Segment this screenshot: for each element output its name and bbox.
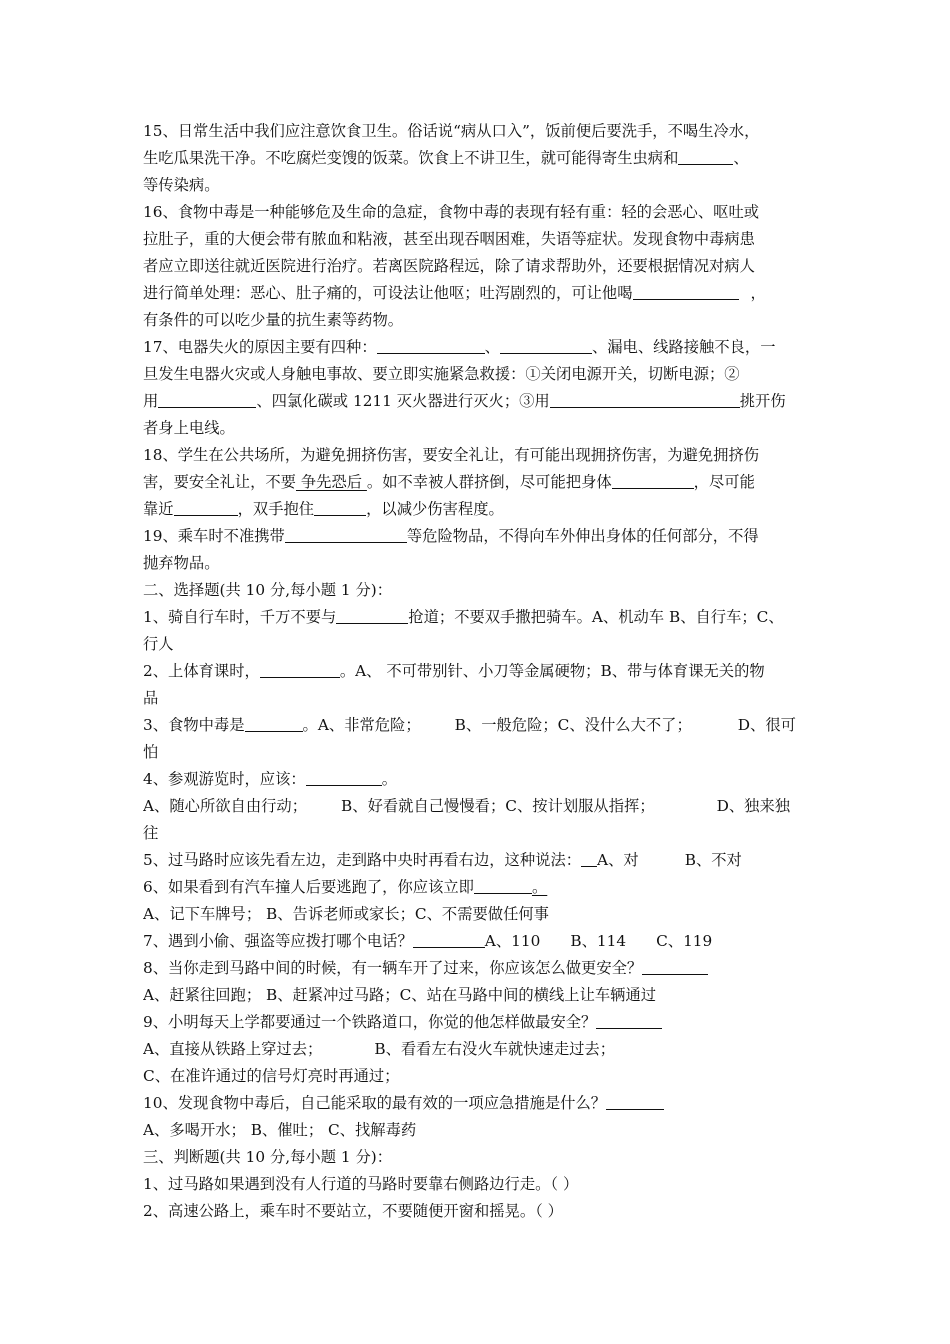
answer-blank[interactable]	[678, 148, 733, 165]
q16-line-2: 拉肚子，重的大便会带有脓血和粘液，甚至出现吞咽困难，失语等症状。发现食物中毒病患	[143, 230, 755, 248]
q17-line-4: 者身上电线。	[143, 419, 235, 437]
c3-line-2: 怕	[143, 743, 159, 761]
c1-line-1: 1、骑自行车时，千万不要与 抢道；不要双手撒把骑车。A、机动车 B、自行车；C、	[143, 608, 784, 626]
q15-line-2: 生吃瓜果洗干净。不吃腐烂变馊的饭菜。饮食上不讲卫生，就可能得寄生虫病和 、	[143, 149, 749, 167]
answer-blank[interactable]	[633, 283, 739, 300]
q16-line-4: 进行简单处理：恶心、肚子痛的，可设法让他呕；吐泻剧烈的，可让他喝 ，	[143, 284, 766, 302]
c4-line-2: A、随心所欲自由行动； B、好看就自己慢慢看；C、按计划服从指挥； D、独来独	[143, 797, 791, 815]
answer-blank[interactable]	[581, 850, 597, 867]
c2-line-1: 2、上体育课时， 。A、 不可带别针、小刀等金属硬物；B、带与体育课无关的物	[143, 662, 765, 680]
c7-line-1: 7、遇到小偷、强盗等应拨打哪个电话？ A、110 B、114 C、119	[143, 932, 713, 950]
answer-blank[interactable]	[500, 337, 592, 354]
q17-line-2: 旦发生电器火灾或人身触电事故、要立即实施紧急救援：①关闭电源开关，切断电源；②	[143, 365, 740, 383]
q15-line-1: 15、日常生活中我们应注意饮食卫生。俗话说“病从口入”，饭前便后要洗手，不喝生冷水，	[143, 122, 760, 140]
answer-blank[interactable]	[606, 1093, 664, 1110]
filled-answer: 争先恐后	[295, 473, 367, 491]
q18-line-1: 18、学生在公共场所，为避免拥挤伤害，要安全礼让，有可能出现拥挤伤害，为避免拥挤伤	[143, 446, 760, 464]
c10-line-1: 10、发现食物中毒后，自己能采取的最有效的一项应急措施是什么？	[143, 1090, 813, 1117]
section-judge-title: 三、判断题(共 10 分,每小题 1 分)：	[143, 1148, 393, 1166]
j1-line: 1、过马路如果遇到没有人行道的马路时要靠右侧路边行走。（ ）	[143, 1175, 579, 1193]
c3-line-1: 3、食物中毒是 。A、非常危险； B、一般危险；C、没什么大不了； D、很可	[143, 716, 796, 734]
c5-line-1: 5、过马路时应该先看左边，走到路中央时再看右边，这种说法： A、对 B、不对	[143, 851, 742, 869]
answer-blank[interactable]	[158, 391, 256, 408]
c10-line-2: A、多喝开水； B、催吐； C、找解毒药	[143, 1121, 417, 1139]
section-choice-title: 二、选择题(共 10 分,每小题 1 分)：	[143, 581, 393, 599]
answer-blank[interactable]	[174, 499, 238, 516]
answer-blank[interactable]	[474, 877, 532, 894]
answer-blank[interactable]	[306, 769, 382, 786]
q19-line-2: 抛弃物品。	[143, 554, 220, 572]
c9-line-1: 9、小明每天上学都要通过一个铁路道口，你觉的他怎样做最安全？	[143, 1009, 813, 1036]
exam-page	[143, 118, 813, 1225]
q16-line-5: 有条件的可以吃少量的抗生素等药物。	[143, 311, 404, 329]
c4-line-3: 往	[143, 824, 159, 842]
c8-line-2: A、赶紧往回跑； B、赶紧冲过马路；C、站在马路中间的横线上让车辆通过	[143, 986, 657, 1004]
c9-line-3: C、在准许通过的信号灯亮时再通过；	[143, 1067, 400, 1085]
q16-line-1: 16、食物中毒是一种能够危及生命的急症，食物中毒的表现有轻有重：轻的会恶心、呕吐或	[143, 203, 760, 221]
answer-blank[interactable]	[612, 472, 694, 489]
q17-line-1: 17、电器失火的原因主要有四种： 、 、漏电、线路接触不良，一	[143, 338, 776, 356]
answer-blank[interactable]	[245, 715, 303, 732]
q15-line-3: 等传染病。	[143, 176, 220, 194]
j2-line: 2、高速公路上，乘车时不要站立，不要随便开窗和摇晃。（ ）	[143, 1202, 563, 1220]
c8-line-1: 8、当你走到马路中间的时候，有一辆车开了过来，你应该怎么做更安全？	[143, 955, 813, 982]
answer-blank[interactable]	[260, 661, 340, 678]
c4-line-1: 4、参观游览时，应该： 。	[143, 770, 398, 788]
answer-blank[interactable]	[642, 958, 708, 975]
answer-blank[interactable]	[550, 391, 740, 408]
q19-line-1: 19、乘车时不准携带 等危险物品，不得向车外伸出身体的任何部分，不得	[143, 527, 759, 545]
answer-blank[interactable]	[336, 607, 408, 624]
c9-line-2: A、直接从铁路上穿过去； B、看看左右没火车就快速走过去；	[143, 1040, 616, 1058]
q16-line-3: 者应立即送往就近医院进行治疗。若离医院路程远，除了请求帮助外，还要根据情况对病人	[143, 257, 755, 275]
c2-line-2: 品	[143, 689, 159, 707]
c6-line-2: A、记下车牌号； B、告诉老师或家长；C、不需要做任何事	[143, 905, 549, 923]
answer-blank[interactable]	[285, 526, 407, 543]
c6-line-1: 6、如果看到有汽车撞人后要逃跑了，你应该立即 。	[143, 878, 548, 896]
c1-line-2: 行人	[143, 635, 174, 653]
answer-blank[interactable]	[377, 337, 485, 354]
answer-blank[interactable]	[596, 1012, 662, 1029]
answer-blank[interactable]	[314, 499, 366, 516]
answer-blank[interactable]	[413, 931, 485, 948]
q18-line-3: 靠近 ，双手抱住 ，以减少伤害程度。	[143, 500, 504, 518]
q17-line-3: 用 、四氯化碳或 1211 灭火器进行灭火；③用 挑开伤	[143, 392, 786, 410]
q18-line-2: 害，要安全礼让，不要 争先恐后 。如不幸被人群挤倒，尽可能把身体 ，尽可能	[143, 473, 755, 491]
